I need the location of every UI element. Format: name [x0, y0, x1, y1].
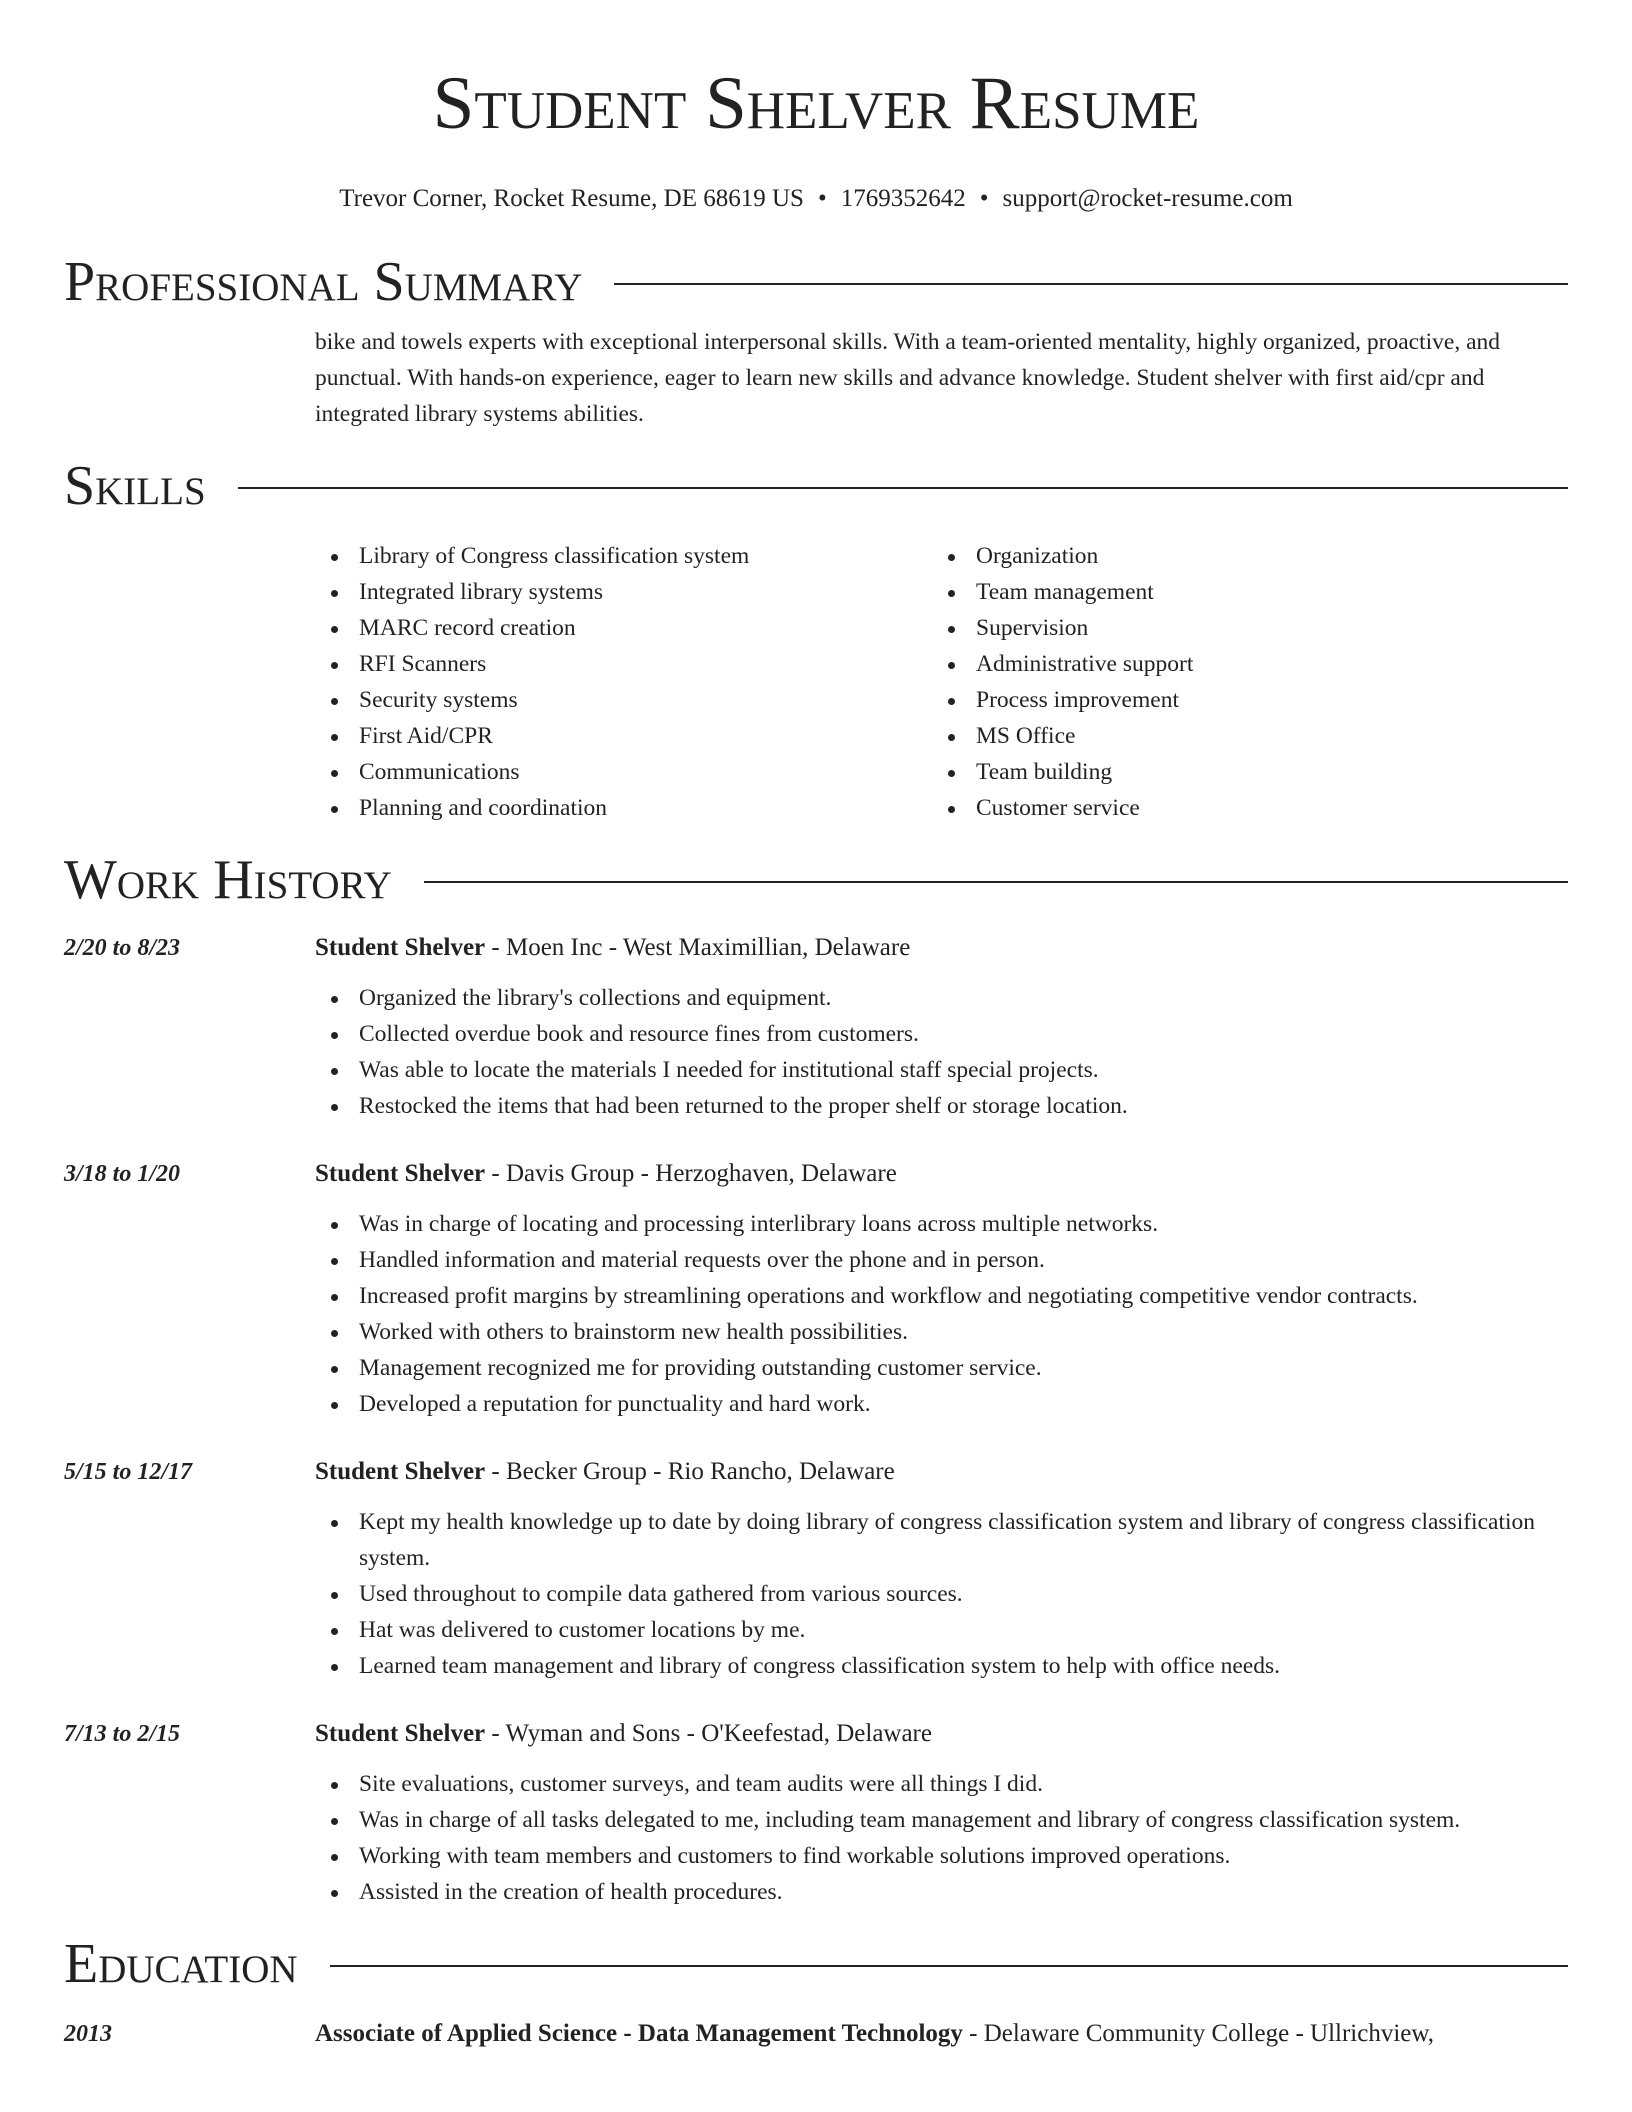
- education-degree: Associate of Applied Science - Data Management Technology: [315, 2020, 963, 2047]
- job-bullet: Hat was delivered to customer locations by me.: [315, 1612, 1568, 1648]
- skills-column-left: [315, 538, 932, 826]
- section-title-education: Education: [64, 1933, 298, 1995]
- job-bullet: Increased profit margins by streamlining operations and workflow and negotiating competitive vendor contracts.: [315, 1278, 1568, 1314]
- section-header-skills: [64, 454, 1568, 518]
- job-employer: - Becker Group - Rio Rancho, Delaware: [485, 1458, 895, 1485]
- contact-line: [64, 184, 1568, 214]
- job-bullets: [315, 1766, 1568, 1910]
- education-body: [315, 2016, 1568, 2052]
- section-divider: [614, 283, 1568, 285]
- job-headline: [315, 930, 1568, 966]
- education-date: 2013: [64, 2021, 112, 2047]
- job-bullets: [315, 980, 1568, 1124]
- job-bullet: Site evaluations, customer surveys, and team audits were all things I did.: [315, 1766, 1568, 1802]
- job-entry: [64, 1156, 1568, 1422]
- job-title: Student Shelver: [315, 1720, 486, 1747]
- skill-item: Integrated library systems: [315, 574, 932, 610]
- job-headline: [315, 1156, 1568, 1192]
- job-entry: [64, 930, 1568, 1124]
- job-date: 5/15 to 12/17: [64, 1459, 193, 1485]
- job-bullet: Management recognized me for providing outstanding customer service.: [315, 1350, 1568, 1386]
- contact-separator: •: [979, 185, 989, 212]
- section-divider: [330, 1965, 1568, 1967]
- job-bullet: Restocked the items that had been returned to the proper shelf or storage location.: [315, 1088, 1568, 1124]
- job-headline: [315, 1716, 1568, 1752]
- job-bullet: Was in charge of all tasks delegated to me, including team management and library of congress classification system.: [315, 1802, 1568, 1838]
- job-bullet: Was in charge of locating and processing interlibrary loans across multiple networks.: [315, 1206, 1568, 1242]
- education-school: - Delaware Community College - Ullrichview,: [962, 2020, 1435, 2047]
- job-bullet: Was able to locate the materials I needed for institutional staff special projects.: [315, 1052, 1568, 1088]
- work-history-list: [64, 930, 1568, 1910]
- skills-column-right: [932, 538, 1549, 826]
- job-title: Student Shelver: [315, 934, 486, 961]
- section-title-skills: Skills: [64, 455, 206, 517]
- skill-item: Planning and coordination: [315, 790, 932, 826]
- section-header-work: [64, 848, 1568, 912]
- section-header-summary: [64, 250, 1568, 314]
- skill-item: Security systems: [315, 682, 932, 718]
- section-divider: [238, 487, 1568, 489]
- skill-item: MS Office: [932, 718, 1549, 754]
- job-bullet: Assisted in the creation of health procedures.: [315, 1874, 1568, 1910]
- skill-item: Organization: [932, 538, 1549, 574]
- contact-separator: •: [817, 185, 827, 212]
- contact-phone: 1769352642: [840, 185, 966, 212]
- job-entry: [64, 1716, 1568, 1910]
- education-headline: [315, 2016, 1568, 2052]
- job-bullet: Organized the library's collections and equipment.: [315, 980, 1568, 1016]
- education-entry: [64, 2016, 1568, 2052]
- job-title: Student Shelver: [315, 1458, 486, 1485]
- job-bullet: Learned team management and library of congress classification system to help with office needs.: [315, 1648, 1568, 1684]
- skill-item: Library of Congress classification system: [315, 538, 932, 574]
- job-entry: [64, 1454, 1568, 1684]
- skills-list: [315, 538, 1568, 826]
- job-date: 2/20 to 8/23: [64, 935, 181, 961]
- skill-item: Customer service: [932, 790, 1549, 826]
- job-body: [315, 1454, 1568, 1684]
- job-body: [315, 930, 1568, 1124]
- job-bullet: Kept my health knowledge up to date by doing library of congress classification system and library of congress classification system.: [315, 1504, 1568, 1576]
- job-bullet: Used throughout to compile data gathered from various sources.: [315, 1576, 1568, 1612]
- resume-title: Student Shelver Resume: [432, 62, 1200, 145]
- job-title: Student Shelver: [315, 1160, 486, 1187]
- section-title-summary: Professional Summary: [64, 251, 583, 313]
- skill-item: Team management: [932, 574, 1549, 610]
- job-date: 3/18 to 1/20: [64, 1161, 181, 1187]
- job-bullet: Handled information and material requests over the phone and in person.: [315, 1242, 1568, 1278]
- job-bullets: [315, 1206, 1568, 1422]
- job-body: [315, 1156, 1568, 1422]
- skill-item: Team building: [932, 754, 1549, 790]
- section-header-education: [64, 1932, 1568, 1996]
- summary-text: bike and towels experts with exceptional interpersonal skills. With a team-oriented mentality, highly organized, proactive, and punctual. With hands-on experience, eager to learn new skills and advance knowledge. Student shelver with first aid/cpr and integrated library systems abilities.: [315, 329, 1501, 427]
- job-bullet: Working with team members and customers to find workable solutions improved operations.: [315, 1838, 1568, 1874]
- job-bullet: Developed a reputation for punctuality and hard work.: [315, 1386, 1568, 1422]
- job-employer: - Moen Inc - West Maximillian, Delaware: [485, 934, 911, 961]
- section-title-work: Work History: [64, 849, 392, 911]
- job-bullets: [315, 1504, 1568, 1684]
- job-body: [315, 1716, 1568, 1910]
- skill-item: Supervision: [932, 610, 1549, 646]
- contact-email: support@rocket-resume.com: [1002, 185, 1293, 212]
- section-divider: [424, 881, 1568, 883]
- job-headline: [315, 1454, 1568, 1490]
- job-date: 7/13 to 2/15: [64, 1721, 181, 1747]
- skill-item: Process improvement: [932, 682, 1549, 718]
- job-bullet: Collected overdue book and resource fines from customers.: [315, 1016, 1568, 1052]
- job-bullet: Worked with others to brainstorm new health possibilities.: [315, 1314, 1568, 1350]
- skill-item: Communications: [315, 754, 932, 790]
- job-employer: - Davis Group - Herzoghaven, Delaware: [485, 1160, 897, 1187]
- skill-item: First Aid/CPR: [315, 718, 932, 754]
- contact-address: Trevor Corner, Rocket Resume, DE 68619 US: [339, 185, 804, 212]
- skill-item: MARC record creation: [315, 610, 932, 646]
- job-employer: - Wyman and Sons - O'Keefestad, Delaware: [485, 1720, 932, 1747]
- skill-item: RFI Scanners: [315, 646, 932, 682]
- skill-item: Administrative support: [932, 646, 1549, 682]
